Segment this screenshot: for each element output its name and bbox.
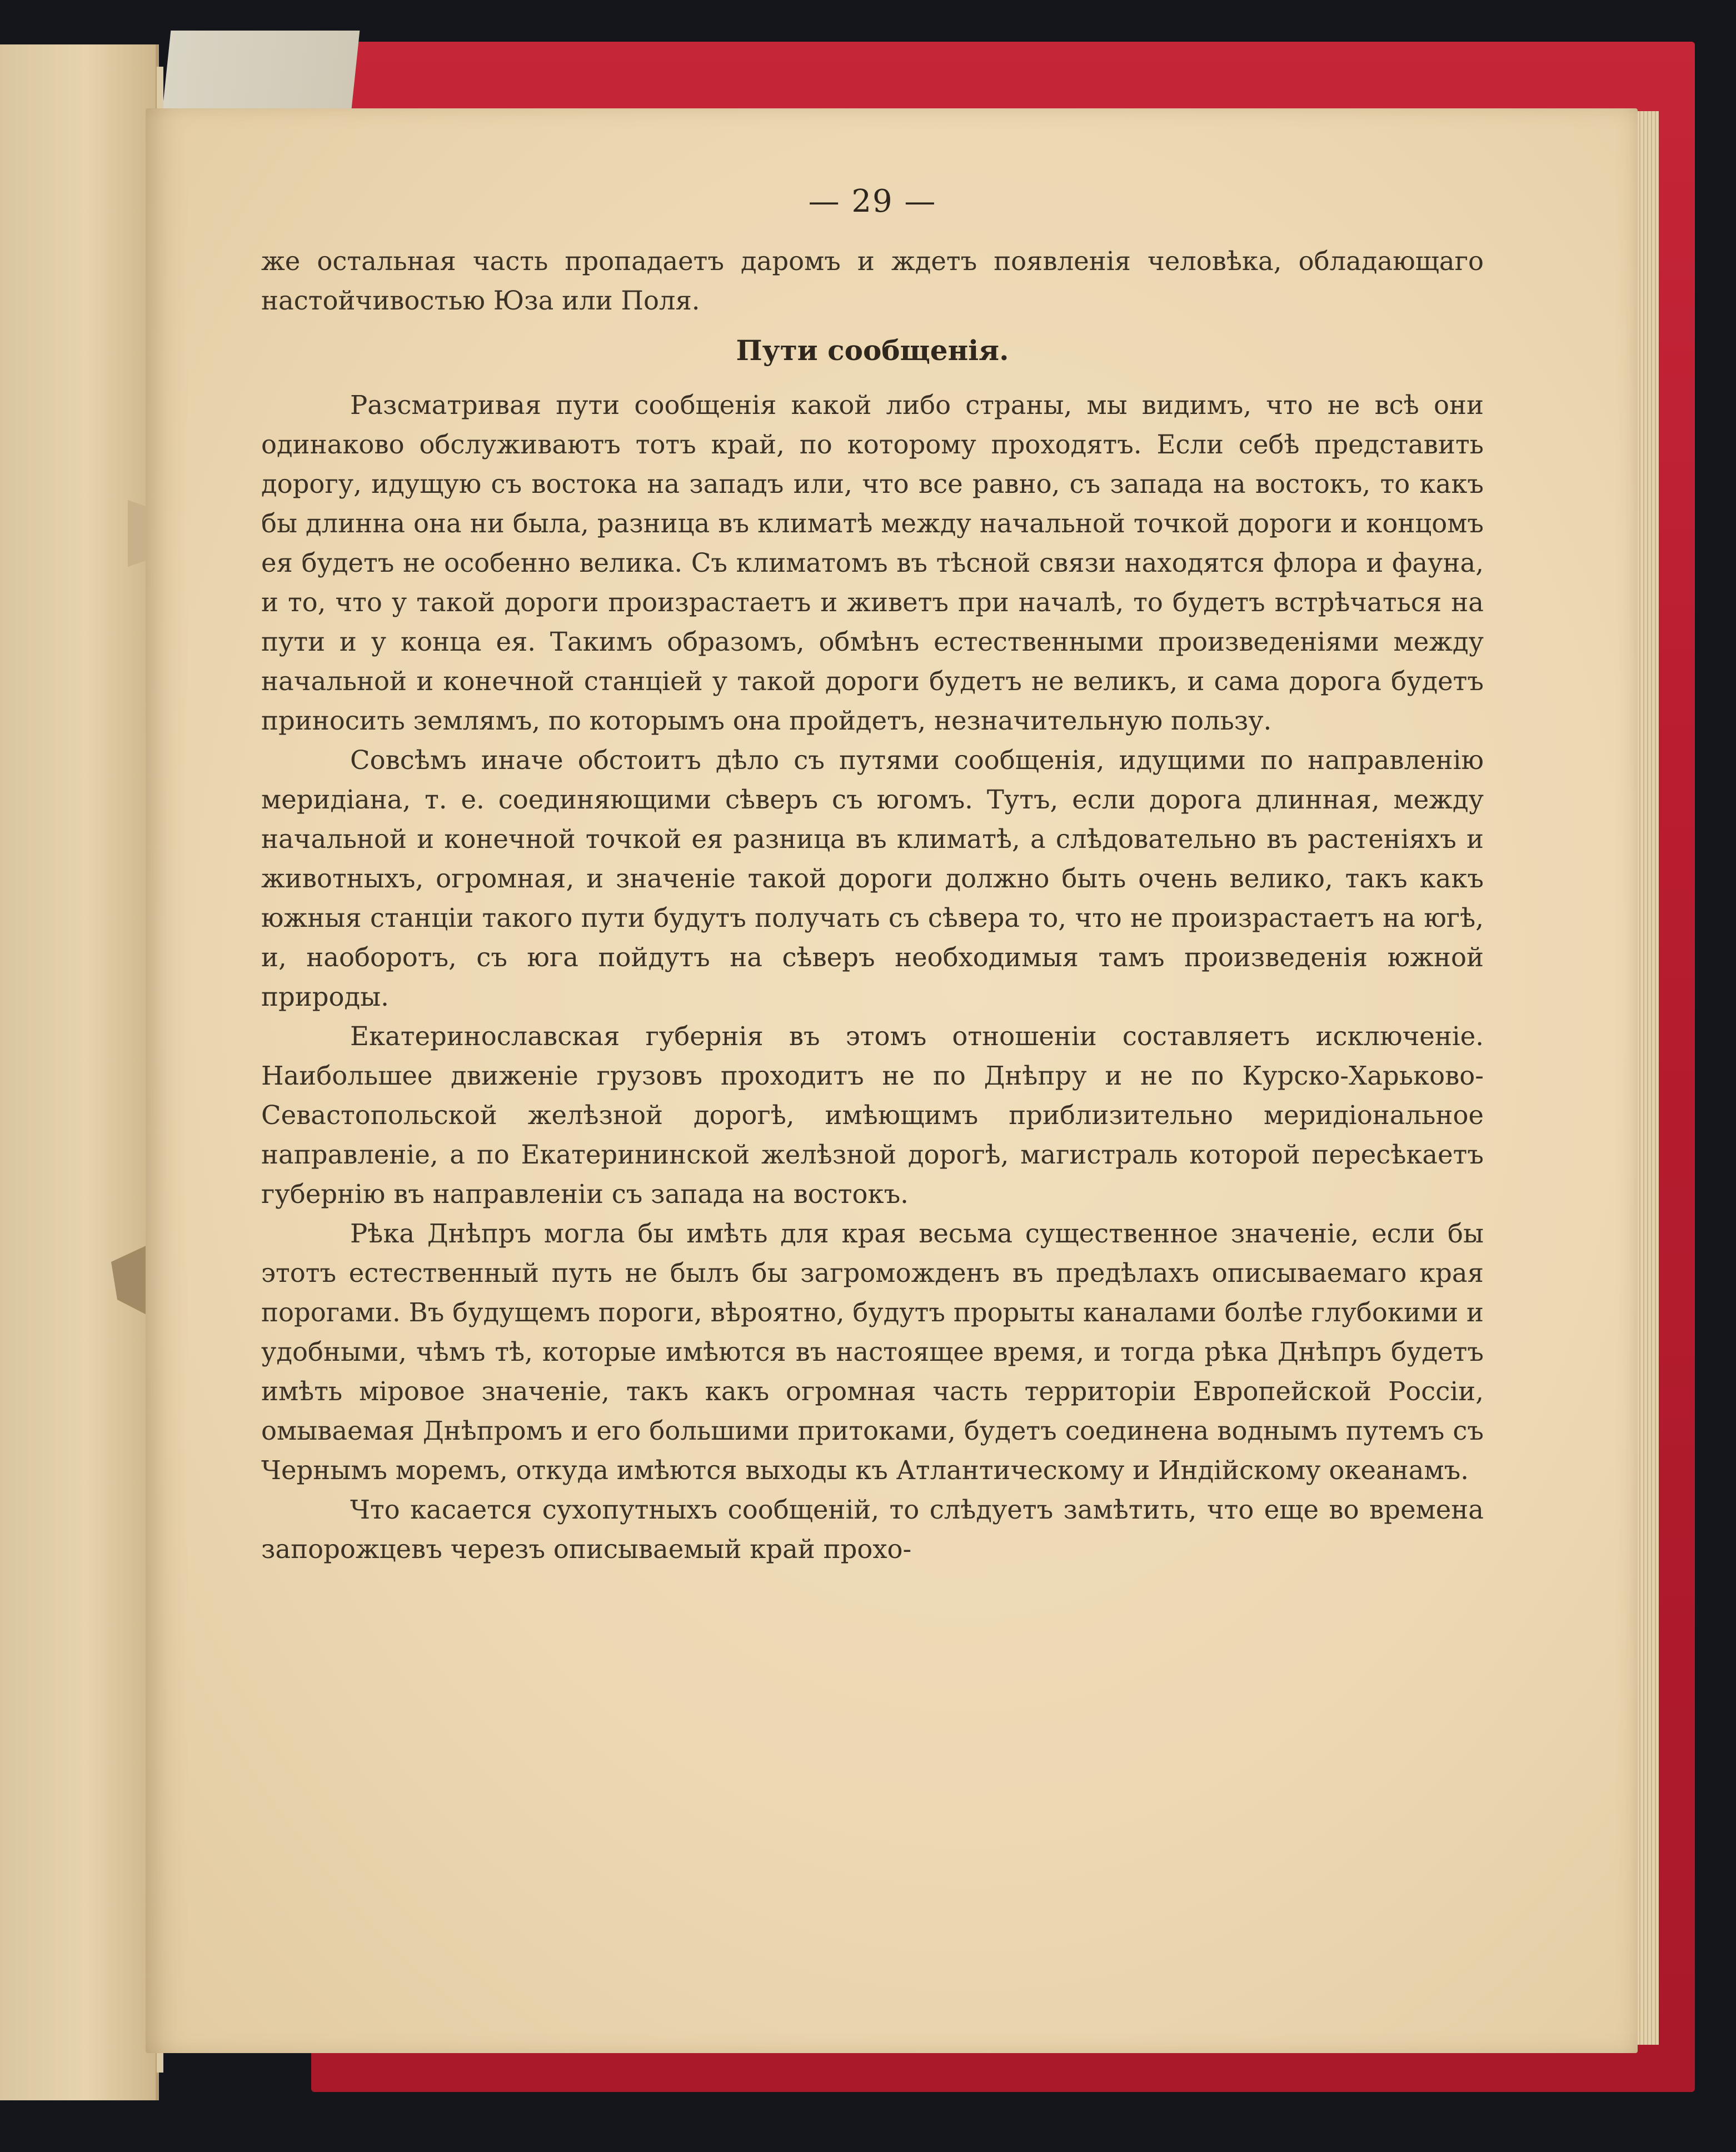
paragraph-4: Рѣка Днѣпръ могла бы имѣть для края весьма существенное значеніе, если бы этотъ естественный путь не былъ бы загроможденъ въ предѣлахъ описываемаго края порогами. Въ будущемъ пороги, вѣроятно, будутъ прорыты каналами болѣе глубокими и удобными, чѣмъ тѣ, которые имѣются въ настоящее время, и тогда рѣка Днѣпръ будетъ имѣть міровое значеніе, такъ какъ огромная часть территоріи Европейской Россіи, омываемая Днѣпромъ и его большими притоками, будетъ соединена воднымъ путемъ съ Чернымъ моремъ, откуда имѣются выходы къ Атлантическому и Индійскому океанамъ. [261,1219,1484,1485]
page-number: — 29 — [808,183,937,219]
section-heading: Пути сообщенія. [736,334,1009,367]
paragraph-5: Что касается сухопутныхъ сообщеній, то слѣдуетъ замѣтить, что еще во времена запорожцевъ черезъ описываемый край прохо- [261,1495,1484,1564]
paragraph-1: Разсматривая пути сообщенія какой либо страны, мы видимъ, что не всѣ они одинаково обслуживаютъ тотъ край, по которому проходятъ. Если себѣ представить дорогу, идущую съ востока на западъ или, что все равно, съ запада на востокъ, то какъ бы длинна она ни была, разница въ климатѣ между начальной точкой дороги и концомъ ея будетъ не особенно велика. Съ климатомъ въ тѣсной связи находятся флора и фауна, и то, что у такой дороги произрастаетъ и живетъ при началѣ, то будетъ встрѣчаться на пути и у конца ея. Такимъ образомъ, обмѣнъ естественными произведеніями между начальной и конечной станціей у такой дороги будетъ не великъ, и сама дорога будетъ приносить землямъ, по которымъ она пройдетъ, незначительную пользу. [261,390,1484,736]
opening-paragraph: же остальная часть пропадаетъ даромъ и ждетъ появленія человѣка, обладающаго настойчивостью Юза или Поля. [261,246,1484,316]
paragraph-3: Екатеринославская губернія въ этомъ отношеніи составляетъ исключеніе. Наибольшее движеніе грузовъ проходитъ не по Днѣпру и не по Курско-Харьково-Севастопольской желѣзной дорогѣ, имѣющимъ приблизительно меридіональное направленіе, а по Екатерининской желѣзной дорогѣ, магистраль которой пересѣкаетъ губернію въ направленіи съ запада на востокъ. [261,1021,1484,1209]
paragraph-2: Совсѣмъ иначе обстоитъ дѣло съ путями сообщенія, идущими по направленію меридіана, т. е. соединяющими сѣверъ съ югомъ. Тутъ, если дорога длинная, между начальной и конечной точкой ея разница въ климатѣ, а слѣдовательно въ растеніяхъ и животныхъ, огромная, и значеніе такой дороги должно быть очень велико, такъ какъ южныя станціи такого пути будутъ получать съ сѣвера то, что не произрастаетъ на югѣ, и, наоборотъ, съ юга пойдутъ на сѣверъ необходимыя тамъ произведенія южной природы. [261,745,1484,1012]
page-text-block [261,183,1484,1569]
left-page-edge [0,44,159,2100]
page-stack-edges [1637,111,1659,2045]
cover-spine-strip [163,31,360,108]
